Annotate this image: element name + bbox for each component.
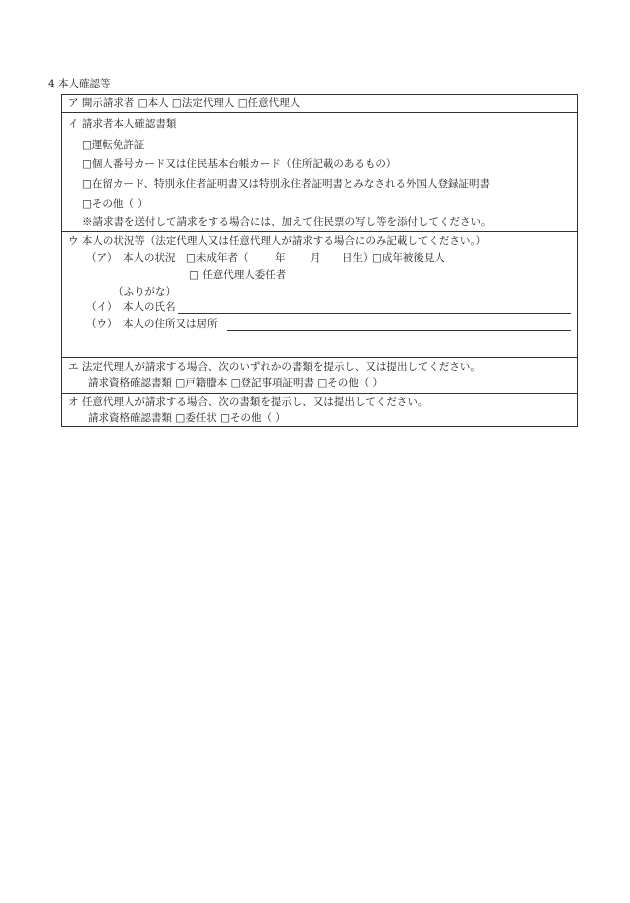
minor-option[interactable]: □未成年者（ <box>186 252 249 264</box>
section-id-documents <box>62 112 577 231</box>
legal-agent-title: エ 法定代理人が請求する場合、次のいずれかの書類を提示し、又は提出してください。 <box>68 361 481 373</box>
id-doc-option[interactable]: □運転免許証 <box>82 139 145 151</box>
section-heading: 4 本人確認等 <box>48 78 111 90</box>
section-legal-agent <box>62 357 577 393</box>
legal-agent-docs[interactable]: 請求資格確認書類 □戸籍謄本 □登記事項証明書 □その他（ ） <box>88 377 384 389</box>
address-field-label: 本人の住所又は居所 <box>123 318 218 330</box>
section-voluntary-agent <box>62 393 577 426</box>
voluntary-principal-option[interactable]: □ 任意代理人委任者 <box>189 269 287 281</box>
name-row-label: （イ） <box>86 301 118 313</box>
address-input-line[interactable] <box>227 319 571 331</box>
id-doc-option[interactable]: □個人番号カード又は住民基本台帳カード（住所記載のあるもの） <box>82 158 397 170</box>
voluntary-agent-docs[interactable]: 請求資格確認書類 □委任状 □その他（ ） <box>88 412 286 424</box>
id-documents-title: イ 請求者本人確認書類 <box>68 118 177 130</box>
requester-text: ア 開示請求者 □本人 □法定代理人 □任意代理人 <box>68 97 301 109</box>
section-requester <box>62 95 577 112</box>
principal-status-title: ウ 本人の状況等（法定代理人又は任意代理人が請求する場合にのみ記載してください。） <box>68 235 487 247</box>
voluntary-agent-title: オ 任意代理人が請求する場合、次の書類を提示し、又は提出してください。 <box>68 396 429 408</box>
id-doc-option[interactable]: □その他（ ） <box>82 198 148 210</box>
status-field-label: 本人の状況 <box>123 252 176 264</box>
name-field-label: 本人の氏名 <box>123 301 176 313</box>
birth-year-label: 年 <box>275 252 286 264</box>
name-input-line[interactable] <box>178 302 571 314</box>
mailing-note: ※請求書を送付して請求をする場合には、加えて住民票の写し等を添付してください。 <box>82 216 492 228</box>
section-principal-status <box>62 231 577 357</box>
birth-month-label: 月 <box>310 252 321 264</box>
status-row-label: （ア） <box>86 252 118 264</box>
address-row-label: （ウ） <box>86 318 118 330</box>
id-doc-option[interactable]: □在留カード、特別永住者証明書又は特別永住者証明書とみなされる外国人登録証明書 <box>82 178 490 190</box>
birth-day-label: 日生） <box>342 252 374 264</box>
identity-confirmation-form <box>61 94 578 427</box>
adult-ward-option[interactable]: □成年被後見人 <box>372 252 445 264</box>
furigana-label: （ふりがな） <box>113 286 176 298</box>
